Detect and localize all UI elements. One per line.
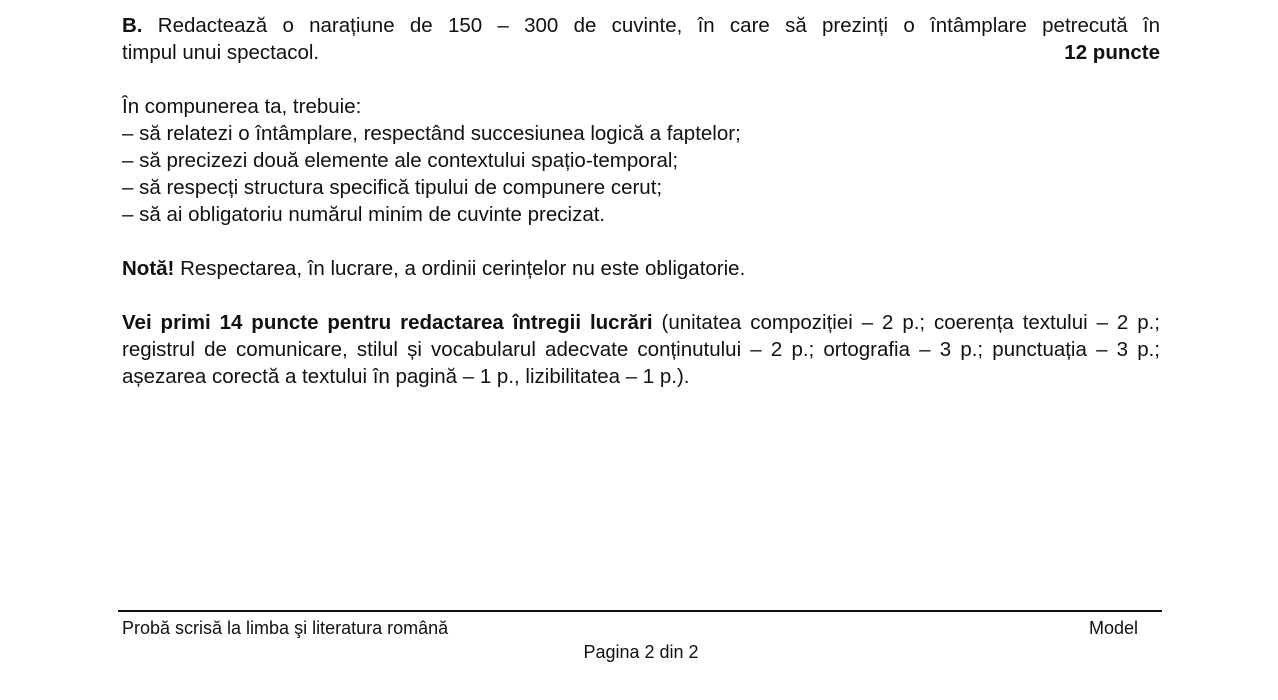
requirement-item: – să respecți structura specifică tipului de compunere cerut; [122,176,663,199]
spacer [122,228,1160,255]
requirements-intro: În compunerea ta, trebuie: [122,95,362,118]
footer-model-label: Model [1089,618,1139,638]
grading-bold: Vei primi 14 puncte pentru redactarea întregii lucrări [122,311,653,334]
page-number: Pagina 2 din 2 [583,642,699,662]
note-text: Respectarea, în lucrare, a ordinii cerințelor nu este obligatorie. [174,257,746,280]
spacer [122,282,1160,309]
task-statement-line1 [122,12,1160,39]
task-label: B. [122,14,143,37]
requirement-item: – să ai obligatoriu numărul minim de cuvinte precizat. [122,203,606,226]
grading-text: (unitatea compoziției – 2 p.; coerența textului – 2 p.; registrul de comunicare, stilul și vocabularul adecvate conținutului – 2 p.; ortografia – 3 p.; punctuația – 3 p.; așezarea corectă a textului în pagină – 1 p., lizibilitatea – 1 p.). [122,311,1160,388]
requirement-item: – să precizezi două elemente ale contextului spațio-temporal; [122,149,679,172]
grading-paragraph [122,309,1160,390]
footer-divider [118,610,1162,612]
footer-exam-title: Probă scrisă la limba şi literatura română [122,618,449,638]
task-points: 12 puncte [1064,41,1160,64]
note-paragraph [122,255,1160,282]
document-body [122,12,1160,390]
requirement-item: – să relatezi o întâmplare, respectând succesiunea logică a faptelor; [122,122,741,145]
task-text-line2: timpul unui spectacol. [122,41,320,64]
task-text-line1: Redactează o narațiune de 150 – 300 de cuvinte, în care să prezinți o întâmplare petrecută în [157,14,1160,37]
spacer [122,66,1160,93]
task-statement-line2 [122,39,1160,66]
note-label: Notă! [122,257,175,280]
